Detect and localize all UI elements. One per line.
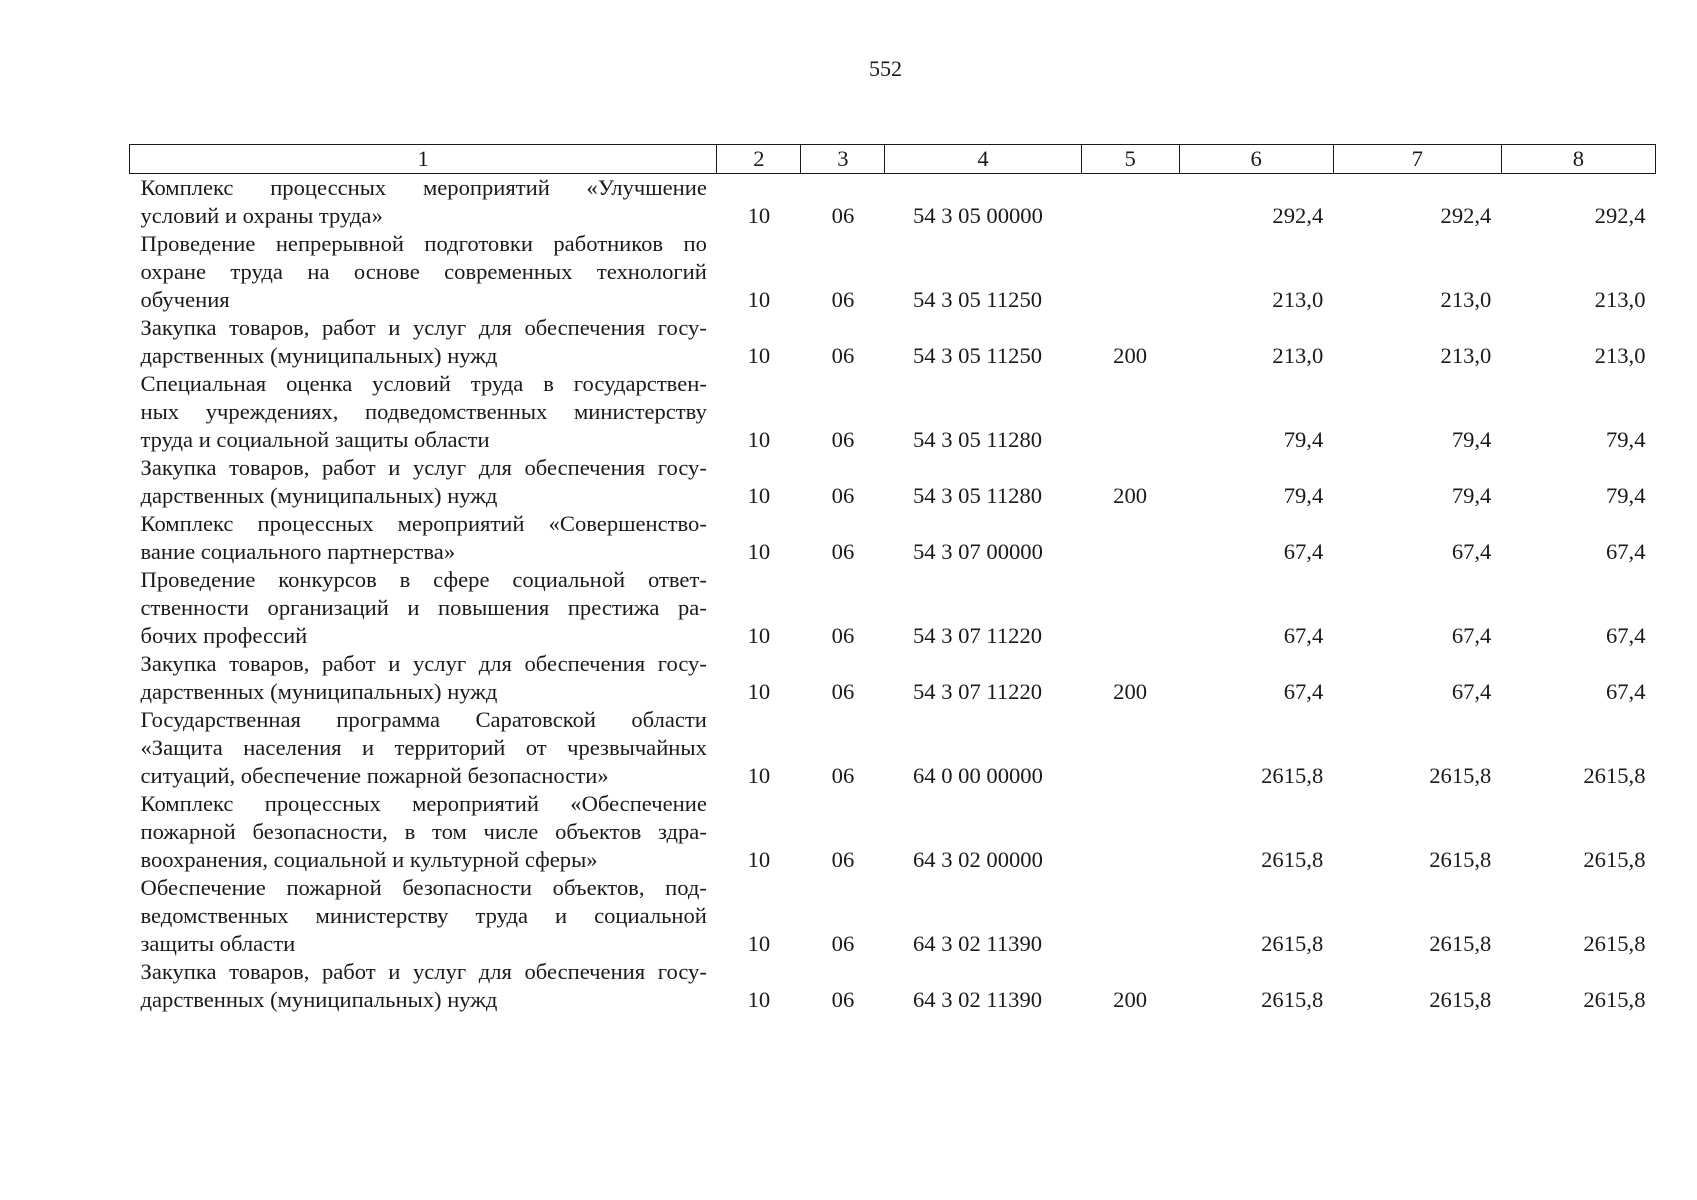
amount-col-8-cell: 292,4 xyxy=(1594,203,1646,228)
row-name-cell xyxy=(130,650,717,706)
row-name-line: «Защита населения и территорий от чрезвычайных xyxy=(140,735,707,760)
amount-col-7-cell: 67,4 xyxy=(1451,539,1492,564)
amount-col-8-cell: 2615,8 xyxy=(1583,763,1646,788)
expense-type-cell xyxy=(1081,510,1179,566)
row-name-line: ведомственных министерству труда и социальной xyxy=(140,903,707,928)
amount-col-6-cell: 67,4 xyxy=(1283,539,1324,564)
header-col-3: 3 xyxy=(801,145,885,174)
row-name-line: вание социального партнерства» xyxy=(140,539,456,564)
budget-table xyxy=(129,144,1656,1014)
expense-type-cell xyxy=(1081,706,1179,790)
amount-col-7-cell: 79,4 xyxy=(1451,483,1492,508)
amount-col-7-cell: 213,0 xyxy=(1440,287,1492,312)
page-number: 552 xyxy=(869,56,902,81)
table-row xyxy=(130,174,1656,231)
target-article-cell: 54 3 05 11250 xyxy=(912,287,1043,312)
expense-type-cell xyxy=(1081,230,1179,314)
target-article-cell: 54 3 07 00000 xyxy=(912,539,1043,564)
amount-col-8-cell: 79,4 xyxy=(1605,483,1646,508)
section-code-cell: 10 xyxy=(747,343,771,368)
row-name-line: Закупка товаров, работ и услуг для обеспечения госу- xyxy=(140,455,707,480)
row-name-line: Государственная программа Саратовской области xyxy=(140,707,707,732)
amount-col-6-cell: 67,4 xyxy=(1283,623,1324,648)
subsection-code-cell: 06 xyxy=(831,483,855,508)
target-article-cell: 54 3 05 11280 xyxy=(912,427,1043,452)
row-name-cell xyxy=(130,454,717,510)
row-name-cell xyxy=(130,706,717,790)
target-article-cell: 54 3 05 11250 xyxy=(912,343,1043,368)
amount-col-7-cell: 2615,8 xyxy=(1429,763,1492,788)
amount-col-8-cell: 67,4 xyxy=(1605,623,1646,648)
expense-type-cell: 200 xyxy=(1113,987,1148,1012)
row-name-line: бочих профессий xyxy=(140,623,308,648)
table-row xyxy=(130,874,1656,958)
expense-type-cell: 200 xyxy=(1113,483,1148,508)
amount-col-8-cell: 2615,8 xyxy=(1583,847,1646,872)
amount-col-8-cell: 2615,8 xyxy=(1583,987,1646,1012)
table-row xyxy=(130,510,1656,566)
amount-col-7-cell: 2615,8 xyxy=(1429,987,1492,1012)
row-name-line: Обеспечение пожарной безопасности объектов, под- xyxy=(140,875,707,900)
amount-col-6-cell: 2615,8 xyxy=(1261,987,1324,1012)
table-header xyxy=(130,145,1656,174)
amount-col-7-cell: 67,4 xyxy=(1451,679,1492,704)
subsection-code-cell: 06 xyxy=(831,343,855,368)
subsection-code-cell: 06 xyxy=(831,679,855,704)
header-col-6: 6 xyxy=(1179,145,1333,174)
table-row xyxy=(130,958,1656,1014)
row-name-line: Закупка товаров, работ и услуг для обеспечения госу- xyxy=(140,959,707,984)
row-name-line: Специальная оценка условий труда в государствен- xyxy=(140,371,707,396)
section-code-cell: 10 xyxy=(747,483,771,508)
expense-type-cell xyxy=(1081,566,1179,650)
subsection-code-cell: 06 xyxy=(831,539,855,564)
header-col-4: 4 xyxy=(885,145,1081,174)
subsection-code-cell: 06 xyxy=(831,287,855,312)
amount-col-8-cell: 79,4 xyxy=(1605,427,1646,452)
table-row xyxy=(130,314,1656,370)
amount-col-6-cell: 2615,8 xyxy=(1261,763,1324,788)
target-article-cell: 54 3 05 00000 xyxy=(912,203,1043,228)
expense-type-cell: 200 xyxy=(1113,679,1148,704)
row-name-line: Комплекс процессных мероприятий «Совершенство- xyxy=(140,511,707,536)
amount-col-6-cell: 67,4 xyxy=(1283,679,1324,704)
section-code-cell: 10 xyxy=(747,847,771,872)
target-article-cell: 54 3 07 11220 xyxy=(912,623,1043,648)
amount-col-8-cell: 213,0 xyxy=(1594,343,1646,368)
row-name-cell xyxy=(130,174,717,231)
amount-col-6-cell: 2615,8 xyxy=(1261,847,1324,872)
table-row xyxy=(130,370,1656,454)
subsection-code-cell: 06 xyxy=(831,987,855,1012)
row-name-line: условий и охраны труда» xyxy=(140,203,383,228)
table-row xyxy=(130,566,1656,650)
amount-col-7-cell: 213,0 xyxy=(1440,343,1492,368)
row-name-line: Закупка товаров, работ и услуг для обеспечения госу- xyxy=(140,651,707,676)
section-code-cell: 10 xyxy=(747,679,771,704)
row-name-line: дарственных (муниципальных) нужд xyxy=(140,987,498,1012)
section-code-cell: 10 xyxy=(747,623,771,648)
amount-col-6-cell: 79,4 xyxy=(1283,483,1324,508)
row-name-line: дарственных (муниципальных) нужд xyxy=(140,483,498,508)
row-name-cell xyxy=(130,230,717,314)
row-name-cell xyxy=(130,314,717,370)
row-name-line: Проведение конкурсов в сфере социальной ответ- xyxy=(140,567,707,592)
target-article-cell: 64 3 02 11390 xyxy=(912,987,1043,1012)
header-col-2: 2 xyxy=(717,145,801,174)
amount-col-8-cell: 67,4 xyxy=(1605,679,1646,704)
subsection-code-cell: 06 xyxy=(831,427,855,452)
row-name-line: ситуаций, обеспечение пожарной безопасности» xyxy=(140,763,609,788)
table-row xyxy=(130,650,1656,706)
amount-col-8-cell: 2615,8 xyxy=(1583,931,1646,956)
target-article-cell: 54 3 07 11220 xyxy=(912,679,1043,704)
subsection-code-cell: 06 xyxy=(831,623,855,648)
header-row xyxy=(130,145,1656,174)
row-name-line: ных учреждениях, подведомственных министерству xyxy=(140,399,707,424)
row-name-cell xyxy=(130,874,717,958)
row-name-line: Комплекс процессных мероприятий «Улучшение xyxy=(140,175,707,200)
expense-type-cell xyxy=(1081,874,1179,958)
expense-type-cell xyxy=(1081,174,1179,231)
row-name-line: защиты области xyxy=(140,931,296,956)
row-name-cell xyxy=(130,566,717,650)
row-name-line: охране труда на основе современных технологий xyxy=(140,259,707,284)
section-code-cell: 10 xyxy=(747,203,771,228)
row-name-line: дарственных (муниципальных) нужд xyxy=(140,679,498,704)
row-name-line: Закупка товаров, работ и услуг для обеспечения госу- xyxy=(140,315,707,340)
amount-col-6-cell: 292,4 xyxy=(1272,203,1324,228)
table-row xyxy=(130,790,1656,874)
table-row xyxy=(130,230,1656,314)
section-code-cell: 10 xyxy=(747,763,771,788)
header-col-1: 1 xyxy=(130,145,717,174)
amount-col-8-cell: 67,4 xyxy=(1605,539,1646,564)
subsection-code-cell: 06 xyxy=(831,931,855,956)
table-row xyxy=(130,454,1656,510)
amount-col-8-cell: 213,0 xyxy=(1594,287,1646,312)
amount-col-6-cell: 213,0 xyxy=(1272,343,1324,368)
header-col-5: 5 xyxy=(1081,145,1179,174)
amount-col-6-cell: 213,0 xyxy=(1272,287,1324,312)
table-body xyxy=(130,174,1656,1015)
amount-col-7-cell: 2615,8 xyxy=(1429,847,1492,872)
table-row xyxy=(130,706,1656,790)
row-name-line: дарственных (муниципальных) нужд xyxy=(140,343,498,368)
row-name-cell xyxy=(130,958,717,1014)
subsection-code-cell: 06 xyxy=(831,847,855,872)
header-col-8: 8 xyxy=(1501,145,1655,174)
row-name-line: труда и социальной защиты области xyxy=(140,427,490,452)
expense-type-cell: 200 xyxy=(1113,343,1148,368)
target-article-cell: 64 3 02 11390 xyxy=(912,931,1043,956)
amount-col-7-cell: 2615,8 xyxy=(1429,931,1492,956)
row-name-line: Проведение непрерывной подготовки работников по xyxy=(140,231,707,256)
section-code-cell: 10 xyxy=(747,287,771,312)
amount-col-7-cell: 67,4 xyxy=(1451,623,1492,648)
section-code-cell: 10 xyxy=(747,539,771,564)
amount-col-7-cell: 79,4 xyxy=(1451,427,1492,452)
row-name-line: воохранения, социальной и культурной сферы» xyxy=(140,847,598,872)
expense-type-cell xyxy=(1081,790,1179,874)
amount-col-6-cell: 79,4 xyxy=(1283,427,1324,452)
row-name-cell xyxy=(130,790,717,874)
row-name-line: обучения xyxy=(140,287,230,312)
row-name-line: Комплекс процессных мероприятий «Обеспечение xyxy=(140,791,707,816)
amount-col-6-cell: 2615,8 xyxy=(1261,931,1324,956)
amount-col-7-cell: 292,4 xyxy=(1440,203,1492,228)
expense-type-cell xyxy=(1081,370,1179,454)
section-code-cell: 10 xyxy=(747,427,771,452)
target-article-cell: 64 0 00 00000 xyxy=(912,763,1043,788)
row-name-line: ственности организаций и повышения престижа ра- xyxy=(140,595,707,620)
section-code-cell: 10 xyxy=(747,931,771,956)
target-article-cell: 54 3 05 11280 xyxy=(912,483,1043,508)
target-article-cell: 64 3 02 00000 xyxy=(912,847,1043,872)
row-name-cell xyxy=(130,510,717,566)
row-name-line: пожарной безопасности, в том числе объектов здра- xyxy=(140,819,707,844)
subsection-code-cell: 06 xyxy=(831,203,855,228)
header-col-7: 7 xyxy=(1333,145,1501,174)
section-code-cell: 10 xyxy=(747,987,771,1012)
subsection-code-cell: 06 xyxy=(831,763,855,788)
row-name-cell xyxy=(130,370,717,454)
